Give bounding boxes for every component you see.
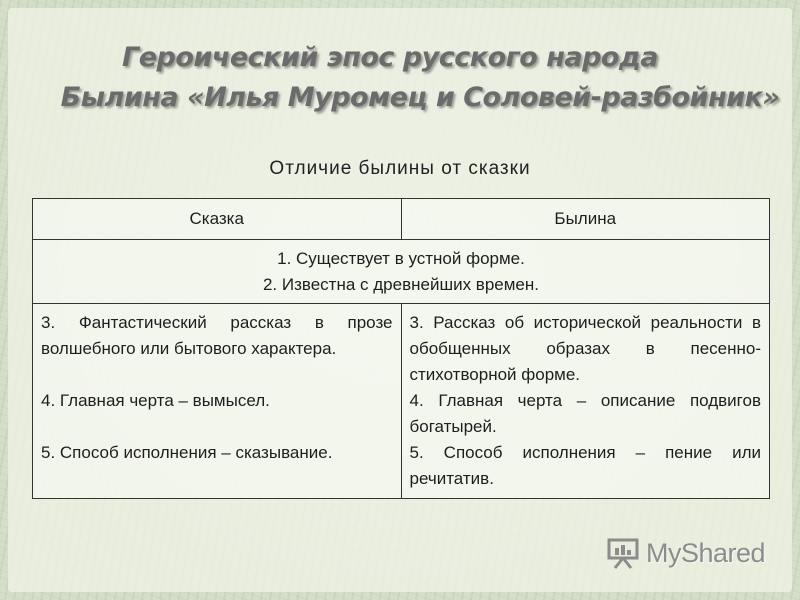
table-header-row <box>33 199 770 240</box>
table-row-common <box>33 240 770 304</box>
skazka-item-4: 4. Главная черта – вымысел. <box>41 391 270 410</box>
bylina-item-4: 4. Главная черта – описание подвигов богатырей. <box>409 391 761 436</box>
skazka-features-cell <box>33 304 402 499</box>
slide-title-line2: Былина «Илья Муромец и Соловей-разбойник» <box>60 82 780 113</box>
presentation-board-icon <box>606 536 640 570</box>
header-skazka: Сказка <box>33 199 402 240</box>
slide-title-line1: Героический эпос русского народа <box>122 42 658 73</box>
common-item-2: 2. Известна с древнейших времен. <box>262 275 540 294</box>
comparison-table <box>32 198 770 499</box>
watermark-text: MyShared <box>646 537 766 568</box>
myshared-watermark <box>606 536 765 570</box>
bylina-item-5: 5. Способ исполнения – пение или речитатив. <box>409 443 761 488</box>
common-item-1: 1. Существует в устной форме. <box>277 249 525 268</box>
skazka-item-3: 3. Фантастический рассказ в прозе волшебного или бытового характера. <box>41 313 393 358</box>
table-caption: Отличие былины от сказки <box>269 158 531 179</box>
bylina-item-3: 3. Рассказ об исторической реальности в обобщенных образах в песенно-стихотворной форме. <box>409 313 761 384</box>
common-features-cell <box>33 240 770 304</box>
table-row-differences <box>33 304 770 499</box>
bylina-features-cell <box>401 304 770 499</box>
skazka-item-5: 5. Способ исполнения – сказывание. <box>41 443 333 462</box>
header-bylina: Былина <box>401 199 770 240</box>
